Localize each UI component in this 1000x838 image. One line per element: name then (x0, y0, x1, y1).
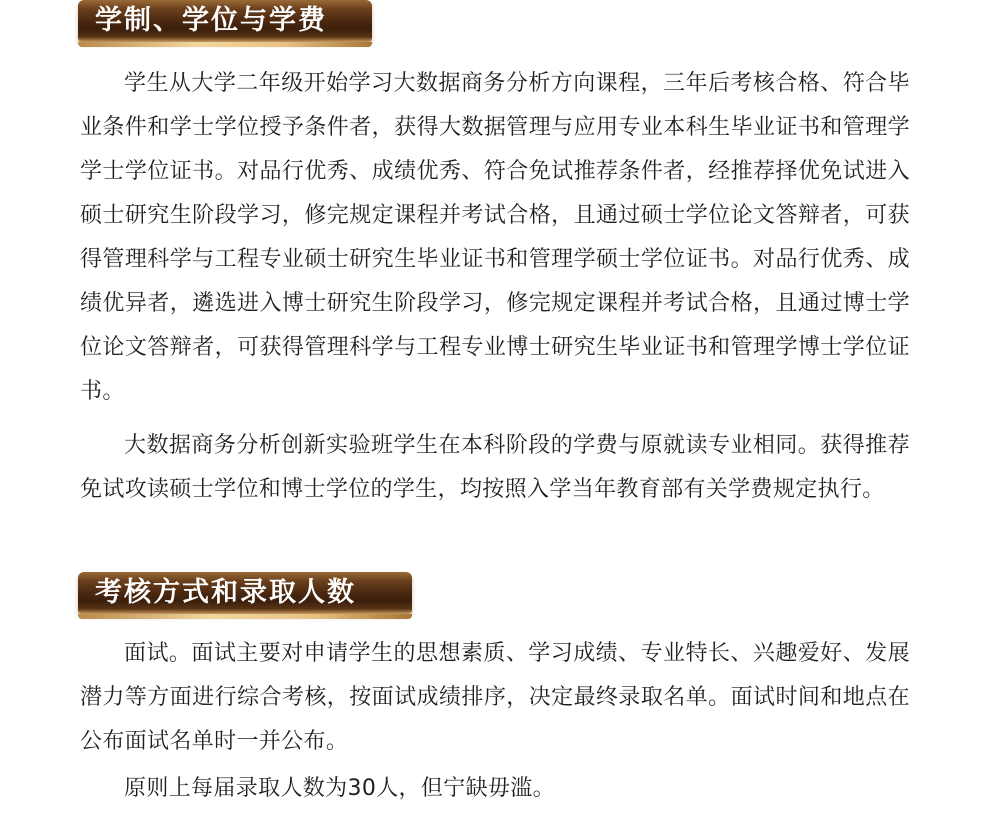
section-header-admission (78, 572, 412, 614)
paragraph-degree-path: 学生从大学二年级开始学习大数据商务分析方向课程，三年后考核合格、符合毕业条件和学士学位授予条件者，获得大数据管理与应用专业本科生毕业证书和管理学学士学位证书。对品行优秀、成绩优秀、符合免试推荐条件者，经推荐择优免试进入硕士研究生阶段学习，修完规定课程并考试合格，且通过硕士学位论文答辩者，可获得管理科学与工程专业硕士研究生毕业证书和管理学硕士学位证书。对品行优秀、成绩优异者，遴选进入博士研究生阶段学习，修完规定课程并考试合格，且通过博士学位论文答辩者，可获得管理科学与工程专业博士研究生毕业证书和管理学博士学位证书。 (80, 71, 910, 404)
section-title: 考核方式和录取人数 (95, 577, 356, 608)
paragraph-tuition: 大数据商务分析创新实验班学生在本科阶段的学费与原就读专业相同。获得推荐免试攻读硕士学位和博士学位的学生，均按照入学当年教育部有关学费规定执行。 (80, 433, 910, 502)
section-title: 学制、学位与学费 (95, 5, 327, 36)
paragraph-enrollment: 原则上每届录取人数为30人，但宁缺毋滥。 (124, 776, 555, 801)
section-header-tuition (78, 0, 372, 42)
paragraph-interview: 面试。面试主要对申请学生的思想素质、学习成绩、专业特长、兴趣爱好、发展潜力等方面进行综合考核，按面试成绩排序，决定最终录取名单。面试时间和地点在公布面试名单时一并公布。 (80, 641, 910, 754)
